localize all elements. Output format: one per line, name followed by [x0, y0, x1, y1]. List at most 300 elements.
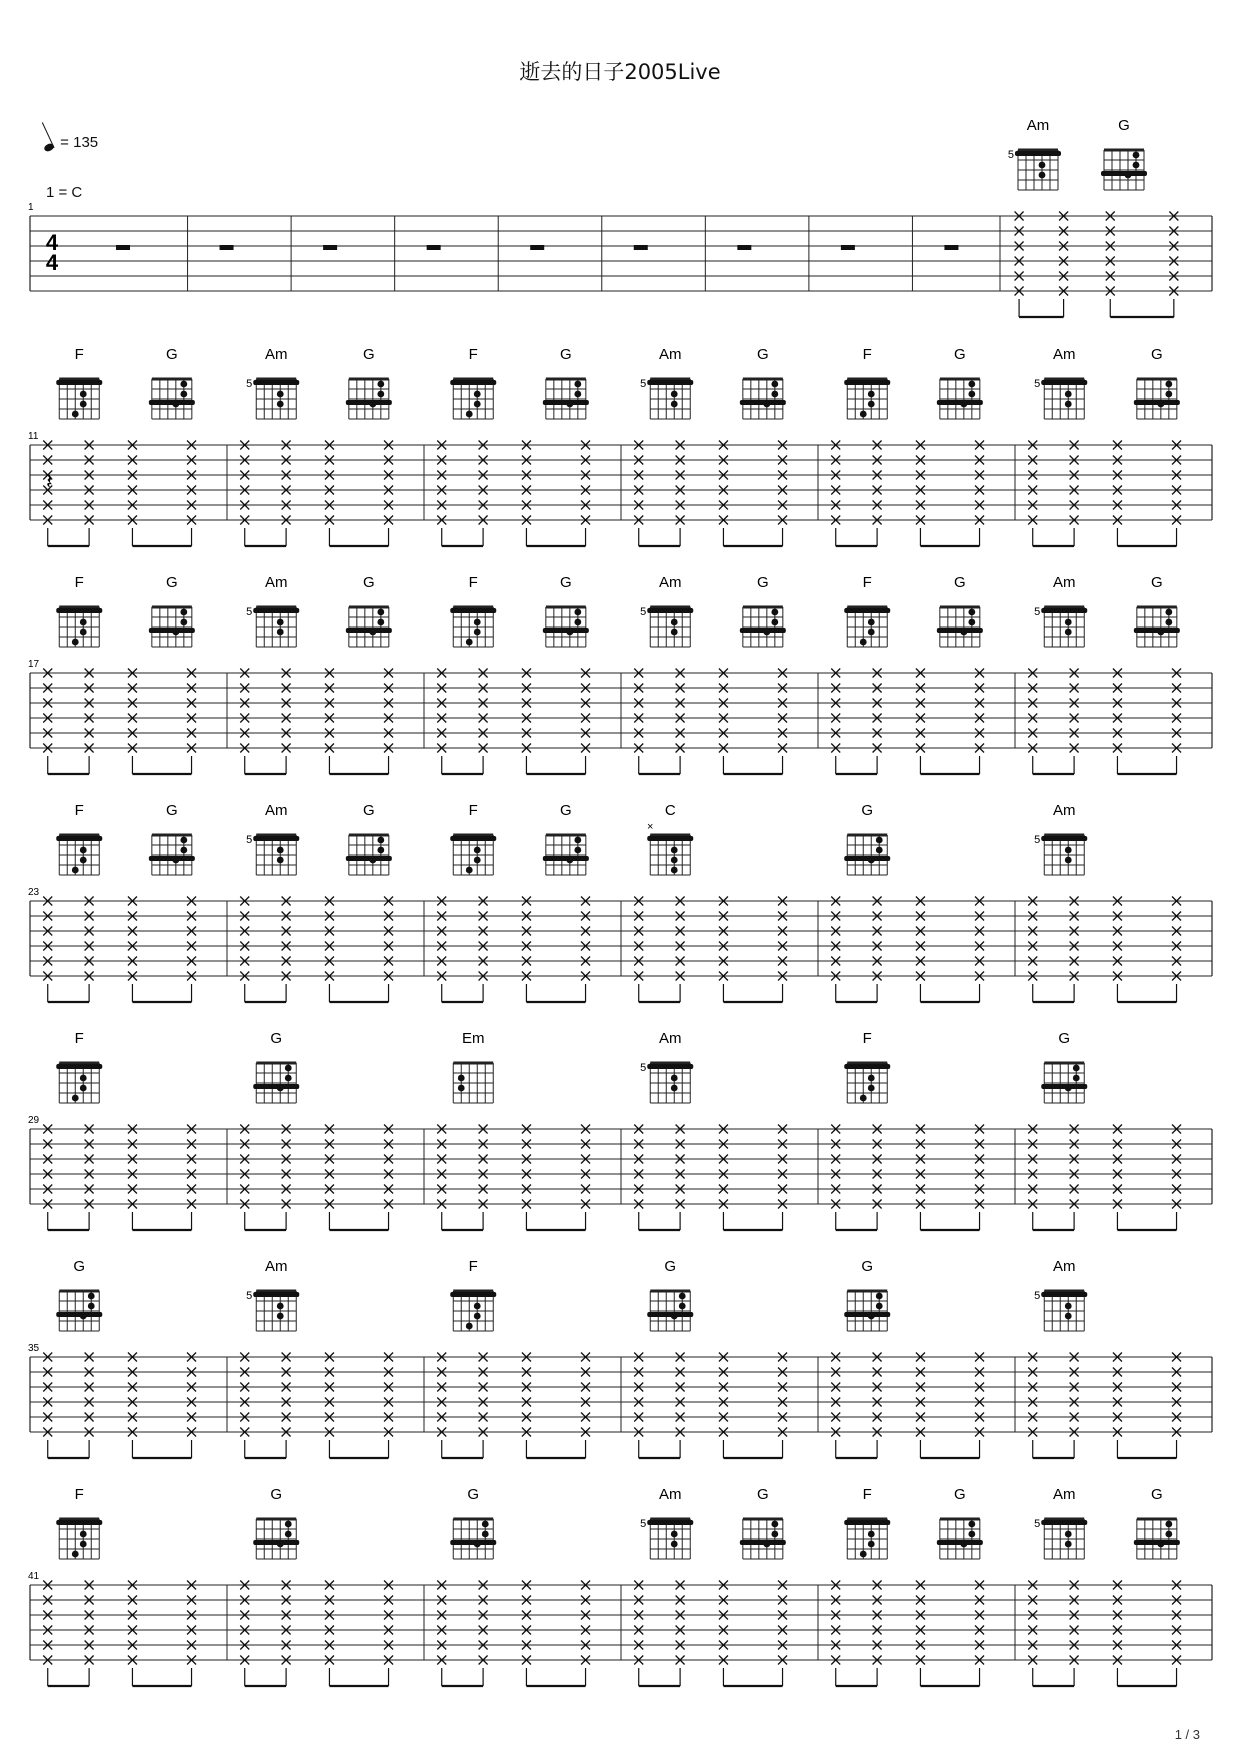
chord-name: G — [363, 346, 375, 363]
finger-dot — [771, 619, 778, 626]
chord-name: G — [270, 1486, 283, 1503]
finger-dot — [277, 1085, 284, 1092]
finger-dot — [671, 629, 678, 636]
chord-diagram-am — [1034, 802, 1087, 875]
barre — [1041, 608, 1087, 613]
finger-dot — [277, 619, 284, 626]
finger-dot — [574, 609, 581, 616]
finger-dot — [277, 847, 284, 854]
finger-dot — [968, 391, 975, 398]
finger-dot — [72, 639, 79, 646]
finger-dot — [80, 401, 87, 408]
finger-dot — [860, 639, 867, 646]
finger-dot — [369, 857, 376, 864]
chord-name: G — [363, 802, 375, 819]
finger-dot — [968, 1531, 975, 1538]
whole-rest — [427, 245, 441, 250]
barre — [253, 1292, 299, 1297]
barre — [56, 836, 102, 841]
chord-name: Am — [265, 346, 288, 363]
finger-dot — [679, 1293, 686, 1300]
finger-dot — [1073, 1075, 1080, 1082]
chord-name: G — [560, 346, 572, 363]
barre — [844, 380, 890, 385]
chord-name: G — [166, 802, 178, 819]
barre — [1134, 400, 1180, 405]
chord-name: G — [664, 1258, 677, 1275]
finger-dot — [474, 1313, 481, 1320]
chord-diagram-am — [246, 802, 299, 875]
chord-diagram-f — [844, 1486, 890, 1559]
finger-dot — [1073, 1065, 1080, 1072]
finger-dot — [377, 609, 384, 616]
chord-diagram-f — [56, 1030, 102, 1103]
finger-dot — [876, 1303, 883, 1310]
finger-dot — [1165, 1521, 1172, 1528]
chord-diagram-f — [56, 1486, 102, 1559]
chord-name: G — [270, 1030, 283, 1047]
finger-dot — [968, 381, 975, 388]
chord-name: G — [166, 574, 178, 591]
chord-name: Am — [1053, 346, 1076, 363]
chord-name: F — [74, 1030, 84, 1047]
chord-name: Am — [1053, 802, 1076, 819]
chord-diagram-f — [844, 574, 890, 647]
fret-number: 5 — [640, 378, 647, 390]
barre — [844, 1312, 890, 1317]
chord-name: F — [468, 802, 478, 819]
finger-dot — [80, 1531, 87, 1538]
whole-rest — [116, 245, 130, 250]
finger-dot — [180, 837, 187, 844]
fret-number: 5 — [1034, 834, 1041, 846]
chord-diagram-g — [543, 574, 589, 647]
finger-dot — [474, 391, 481, 398]
chord-diagram-g — [253, 1030, 299, 1103]
chord-name: Em — [462, 1030, 485, 1047]
finger-dot — [80, 619, 87, 626]
finger-dot — [671, 1075, 678, 1082]
barre — [450, 1540, 496, 1545]
barre — [450, 608, 496, 613]
finger-dot — [474, 1303, 481, 1310]
chord-name: F — [468, 574, 478, 591]
finger-dot — [574, 619, 581, 626]
finger-dot — [80, 857, 87, 864]
chord-diagram-g — [740, 1486, 786, 1559]
finger-dot — [180, 381, 187, 388]
barre — [937, 628, 983, 633]
fret-number: 5 — [246, 606, 253, 618]
chord-diagram-g — [149, 802, 195, 875]
finger-dot — [771, 609, 778, 616]
finger-dot — [566, 857, 573, 864]
finger-dot — [868, 629, 875, 636]
chord-diagram-am — [1034, 1258, 1087, 1331]
finger-dot — [574, 391, 581, 398]
finger-dot — [671, 619, 678, 626]
finger-dot — [72, 1551, 79, 1558]
chord-name: F — [468, 1258, 478, 1275]
barre — [740, 1540, 786, 1545]
barre — [56, 608, 102, 613]
chord-diagram-g — [346, 802, 392, 875]
chord-diagram-am — [1034, 574, 1087, 647]
finger-dot — [277, 1313, 284, 1320]
system-4 — [28, 802, 1212, 1002]
chord-diagram-g — [149, 574, 195, 647]
measure-number: 1 — [28, 202, 34, 213]
chord-name: G — [861, 802, 874, 819]
barre — [937, 1540, 983, 1545]
finger-dot — [466, 867, 473, 874]
finger-dot — [671, 391, 678, 398]
finger-dot — [474, 847, 481, 854]
chord-diagram-g — [149, 346, 195, 419]
finger-dot — [763, 1541, 770, 1548]
chord-diagram-am — [640, 346, 693, 419]
finger-dot — [180, 609, 187, 616]
finger-dot — [868, 1085, 875, 1092]
barre — [543, 400, 589, 405]
finger-dot — [277, 1541, 284, 1548]
barre — [1015, 151, 1061, 156]
quarter-rest: 𝄽 — [46, 469, 53, 494]
finger-dot — [458, 1075, 465, 1082]
chord-diagram-f — [56, 802, 102, 875]
chord-diagram-am — [640, 1030, 693, 1103]
chord-diagram-f — [450, 346, 496, 419]
chord-diagram-g — [937, 1486, 983, 1559]
finger-dot — [868, 1541, 875, 1548]
barre — [937, 400, 983, 405]
finger-dot — [1133, 162, 1140, 169]
finger-dot — [474, 629, 481, 636]
finger-dot — [466, 411, 473, 418]
barre — [253, 1540, 299, 1545]
finger-dot — [72, 411, 79, 418]
chord-diagram-g — [1101, 117, 1147, 190]
chord-name: G — [954, 346, 966, 363]
barre — [1041, 1520, 1087, 1525]
finger-dot — [868, 619, 875, 626]
barre — [149, 628, 195, 633]
chord-diagram-am — [246, 574, 299, 647]
finger-dot — [88, 1293, 95, 1300]
finger-dot — [868, 1531, 875, 1538]
finger-dot — [277, 857, 284, 864]
barre — [450, 836, 496, 841]
fret-number: 5 — [640, 1062, 647, 1074]
measure-number: 41 — [28, 1571, 40, 1582]
finger-dot — [868, 391, 875, 398]
finger-dot — [1165, 1531, 1172, 1538]
finger-dot — [474, 401, 481, 408]
barre — [844, 1520, 890, 1525]
chord-diagram-g — [740, 574, 786, 647]
finger-dot — [860, 1551, 867, 1558]
finger-dot — [377, 837, 384, 844]
finger-dot — [763, 629, 770, 636]
fret-number: 5 — [640, 1518, 647, 1530]
barre — [450, 1292, 496, 1297]
chord-name: Am — [659, 1030, 682, 1047]
chord-name: Am — [659, 346, 682, 363]
chord-name: G — [560, 802, 572, 819]
barre — [1041, 1292, 1087, 1297]
chord-name: G — [467, 1486, 480, 1503]
chord-diagram-am — [640, 574, 693, 647]
system-1 — [28, 117, 1212, 317]
finger-dot — [574, 847, 581, 854]
barre — [56, 380, 102, 385]
system-7 — [28, 1486, 1212, 1686]
chord-diagram-f — [56, 574, 102, 647]
finger-dot — [1065, 401, 1072, 408]
key-signature: 1 = C — [46, 184, 83, 201]
finger-dot — [1165, 619, 1172, 626]
finger-dot — [1065, 1313, 1072, 1320]
measure-number: 23 — [28, 887, 40, 898]
finger-dot — [474, 619, 481, 626]
measure-number: 29 — [28, 1115, 40, 1126]
finger-dot — [574, 381, 581, 388]
barre — [844, 856, 890, 861]
chord-diagram-am — [246, 1258, 299, 1331]
finger-dot — [1065, 1085, 1072, 1092]
chord-diagram-g — [647, 1258, 693, 1331]
system-2 — [28, 346, 1212, 546]
finger-dot — [285, 1521, 292, 1528]
chord-name: G — [560, 574, 572, 591]
finger-dot — [771, 391, 778, 398]
barre — [149, 400, 195, 405]
chord-name: F — [862, 1030, 872, 1047]
finger-dot — [1133, 152, 1140, 159]
barre — [450, 380, 496, 385]
finger-dot — [876, 1293, 883, 1300]
finger-dot — [285, 1065, 292, 1072]
finger-dot — [1165, 391, 1172, 398]
chord-name: Am — [265, 802, 288, 819]
finger-dot — [80, 629, 87, 636]
chord-name: G — [1151, 346, 1163, 363]
page-title: 逝去的日子2005Live — [519, 60, 721, 84]
barre — [647, 380, 693, 385]
finger-dot — [968, 619, 975, 626]
chord-diagram-g — [937, 574, 983, 647]
finger-dot — [671, 1085, 678, 1092]
chord-name: G — [757, 346, 769, 363]
barre — [346, 400, 392, 405]
finger-dot — [868, 1075, 875, 1082]
barre — [56, 1520, 102, 1525]
chord-diagram-f — [56, 346, 102, 419]
time-signature-bottom: 4 — [45, 250, 59, 275]
chord-diagram-g — [346, 346, 392, 419]
chord-diagram-f — [450, 574, 496, 647]
finger-dot — [482, 1531, 489, 1538]
finger-dot — [1165, 609, 1172, 616]
finger-dot — [968, 609, 975, 616]
barre — [56, 1312, 102, 1317]
finger-dot — [1165, 381, 1172, 388]
chord-name: F — [468, 346, 478, 363]
chord-name: F — [74, 574, 84, 591]
barre — [740, 628, 786, 633]
time-signature-top: 4 — [45, 230, 59, 255]
measure-number: 11 — [28, 431, 39, 442]
finger-dot — [876, 837, 883, 844]
chord-name: C — [664, 802, 676, 819]
chord-diagram-g — [844, 1258, 890, 1331]
finger-dot — [868, 1313, 875, 1320]
finger-dot — [277, 1303, 284, 1310]
barre — [1041, 1084, 1087, 1089]
chord-diagram-g — [56, 1258, 102, 1331]
chord-name: F — [862, 574, 872, 591]
chord-diagram-g — [253, 1486, 299, 1559]
system-6 — [28, 1258, 1212, 1458]
chord-name: Am — [265, 1258, 288, 1275]
finger-dot — [369, 401, 376, 408]
finger-dot — [172, 629, 179, 636]
finger-dot — [671, 1313, 678, 1320]
finger-dot — [1065, 1303, 1072, 1310]
finger-dot — [80, 391, 87, 398]
barre — [647, 608, 693, 613]
chord-diagram-am — [1034, 1486, 1087, 1559]
finger-dot — [180, 847, 187, 854]
measure-number: 17 — [28, 659, 40, 670]
finger-dot — [474, 1541, 481, 1548]
chord-diagram-g — [450, 1486, 496, 1559]
finger-dot — [1065, 391, 1072, 398]
finger-dot — [671, 401, 678, 408]
chord-name: Am — [659, 1486, 682, 1503]
finger-dot — [1065, 847, 1072, 854]
chord-diagram-c — [647, 802, 693, 875]
finger-dot — [566, 629, 573, 636]
chord-diagram-g — [1134, 346, 1180, 419]
finger-dot — [1065, 1531, 1072, 1538]
finger-dot — [671, 857, 678, 864]
barre — [844, 1064, 890, 1069]
barre — [346, 856, 392, 861]
fret-number: 5 — [246, 1290, 253, 1302]
chord-diagram-g — [740, 346, 786, 419]
finger-dot — [763, 401, 770, 408]
barre — [1134, 628, 1180, 633]
chord-diagram-am — [246, 346, 299, 419]
finger-dot — [180, 391, 187, 398]
barre — [253, 1084, 299, 1089]
whole-rest — [737, 245, 751, 250]
finger-dot — [172, 401, 179, 408]
finger-dot — [960, 629, 967, 636]
chord-diagram-g — [346, 574, 392, 647]
system-3 — [28, 574, 1212, 774]
barre — [1134, 1540, 1180, 1545]
barre — [1041, 836, 1087, 841]
finger-dot — [277, 391, 284, 398]
chord-name: G — [1151, 1486, 1163, 1503]
page-number: 1 / 3 — [1174, 1727, 1200, 1742]
chord-diagram-g — [543, 802, 589, 875]
finger-dot — [80, 1085, 87, 1092]
barre — [253, 380, 299, 385]
barre — [253, 836, 299, 841]
chord-name: G — [1151, 574, 1163, 591]
chord-diagram-f — [450, 802, 496, 875]
fret-number: 5 — [1034, 1518, 1041, 1530]
whole-rest — [323, 245, 337, 250]
chord-diagram-f — [450, 1258, 496, 1331]
finger-dot — [377, 381, 384, 388]
finger-dot — [80, 847, 87, 854]
system-5 — [28, 1030, 1212, 1230]
chord-name: G — [861, 1258, 874, 1275]
finger-dot — [285, 1075, 292, 1082]
fret-number: 5 — [1034, 378, 1041, 390]
chord-name: G — [954, 1486, 966, 1503]
barre — [647, 1064, 693, 1069]
finger-dot — [868, 401, 875, 408]
chord-diagram-g — [543, 346, 589, 419]
finger-dot — [172, 857, 179, 864]
chord-name: G — [1058, 1030, 1071, 1047]
finger-dot — [277, 629, 284, 636]
chord-diagram-g — [1134, 1486, 1180, 1559]
chord-name: Am — [1053, 574, 1076, 591]
finger-dot — [1157, 401, 1164, 408]
barre — [253, 608, 299, 613]
chord-diagram-g — [1041, 1030, 1087, 1103]
finger-dot — [377, 391, 384, 398]
barre — [740, 400, 786, 405]
whole-rest — [841, 245, 855, 250]
finger-dot — [968, 1521, 975, 1528]
finger-dot — [771, 1531, 778, 1538]
finger-dot — [80, 1541, 87, 1548]
chord-name: Am — [1053, 1258, 1076, 1275]
finger-dot — [671, 1531, 678, 1538]
finger-dot — [574, 837, 581, 844]
finger-dot — [860, 1095, 867, 1102]
fret-number: 5 — [1034, 1290, 1041, 1302]
chord-diagram-am — [640, 1486, 693, 1559]
finger-dot — [876, 847, 883, 854]
finger-dot — [860, 411, 867, 418]
barre — [844, 608, 890, 613]
barre — [543, 856, 589, 861]
finger-dot — [285, 1531, 292, 1538]
finger-dot — [88, 1303, 95, 1310]
measure-number: 35 — [28, 1343, 40, 1354]
chord-name: G — [363, 574, 375, 591]
finger-dot — [671, 1541, 678, 1548]
finger-dot — [482, 1521, 489, 1528]
tempo-value: = 135 — [60, 134, 99, 151]
chord-name: Am — [1026, 117, 1050, 134]
fret-number: 5 — [640, 606, 647, 618]
chord-diagram-f — [844, 1030, 890, 1103]
finger-dot — [1157, 629, 1164, 636]
barre — [1041, 380, 1087, 385]
fret-number: 5 — [246, 378, 253, 390]
chord-diagram-am — [1034, 346, 1087, 419]
finger-dot — [72, 1095, 79, 1102]
